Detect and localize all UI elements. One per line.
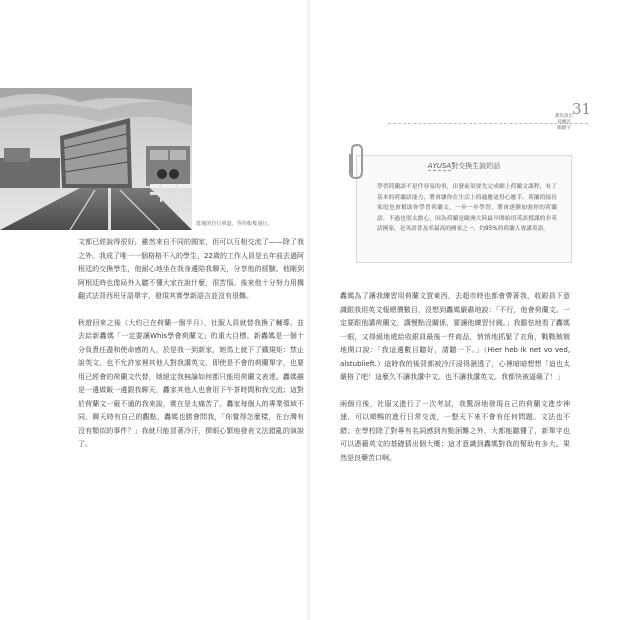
paperclip-icon — [342, 142, 370, 182]
running-head-line: 教你說出 — [555, 114, 573, 119]
paragraph: 秋遊回來之後（大約已在荷蘭一個半月），社服人員就替我換了輔導。並去給新轟媽「一定要讓Whis學會荷蘭文」的重大目標。新轟媽是一個十分負責任盡和使命感的人，於是我一到新家，她馬上就下了鐵規矩：禁止說英文，也不允許家裡其他人對我講英文，即使是不會的荷蘭單字，也要用已經會的荷蘭文代替，她絕定我無論如何都只能用荷蘭文表達。轟媽雖是一邊做飯一邊跟我聊天，轟家其他人也會用下午茶時間和我交流；這對於荷蘭文一竅不通的我來說，實在是太痛苦了。轟家每個人的專業領域不同，聊天時有自己的觀點，轟媽也勝會問我，「你覺得怎麼樣，在台灣有沒有類似的事件？」我就只能冒著冷汗，擠眼心繁地發表文法錯亂的演說了。 — [78, 318, 304, 448]
photo-caption: 當地的自行車道，等待船隻通行。 — [196, 221, 273, 227]
running-head-line: 關鍵字 — [557, 126, 571, 131]
running-head-line: 荷蘭語 — [557, 120, 571, 125]
note-title-prefix: AYUSA — [427, 162, 452, 170]
paragraph: 文都已經說得很好，雖然來自不同的國家，但可以互相交流了——除了我之外。我成了唯一一個格格不入的學生，22歲的工作人員是五年前去過阿根廷的交換學生，他耐心地坐在我身邊陪我聊天，分享他的經驗。他剛到阿根廷時也像局外人聽不懂大家在說什麼，很苦惱。後來他十分努力用構翻式法背西班牙語單字，發現其實學新語言並沒有很難。 — [78, 238, 304, 300]
note-title-rest: 對交換生說的話 — [451, 162, 501, 170]
bridge-photo-illustration — [0, 88, 192, 230]
page-number: 31 — [572, 100, 592, 118]
photo-bascule-bridge — [0, 88, 192, 230]
note-title — [381, 161, 547, 171]
left-body-text — [78, 236, 304, 465]
right-body-text — [340, 290, 570, 478]
paragraph: 轟媽為了讓我練習用荷蘭文買東西，去超市時也都會帶著我，收銀員下意識跟我用英文報總價數目，沒想到轟媽嚴肅地說：「不行，他會荷蘭文。一定要跟他講荷蘭文，講慢點沒關係，要讓他練習付錢。」我膽怯地看了轟媽一眼，又得緩地遞給收銀員最後一件商品，悄悄地抓緊了衣角，戰戰兢兢地開口說：「我這邊數目聽好，請聽一下。」（Hier heb ik net vo ved, alstublieft.）這時我的後背都被冷汗浸得濕透了，心裡暗暗想想「這也太嚴格了吧！這麼久不讓我講中文。也不讓我講英文。我都快被逼瘋了！」 — [340, 292, 570, 381]
note-box — [356, 155, 572, 263]
paragraph: 兩個月後，社服又進行了一次考試，我驚訝地發現自己的荷蘭文進步神速，可以順暢的進行日常交流，一整天下來不會有任何問題。文法也不錯；在學校除了對專有名詞感到有點困難之外，大都能聽懂了，新單字也可以憑藉英文的基礎猜出個大概；這才意識到轟媽對我的幫助有多大。果然是良藥苦口啊。 — [340, 399, 570, 462]
note-body: 學習荷蘭語不是件容易的事，出發前須要先完成網上荷蘭文課程，有了基本的荷蘭語能力，將會讓你在生活上的適應更得心應手。荷蘭的接待家庭也會幫助你學習荷蘭文，一步一步學習，將會逐漸加強你的荷蘭語。不過也別太擔心，因為荷蘭是歐洲大陸最早開始用英語授課的非英語國家，是英語普及率最高的國家之一，約95%的荷蘭人會講英語。 — [377, 184, 557, 232]
